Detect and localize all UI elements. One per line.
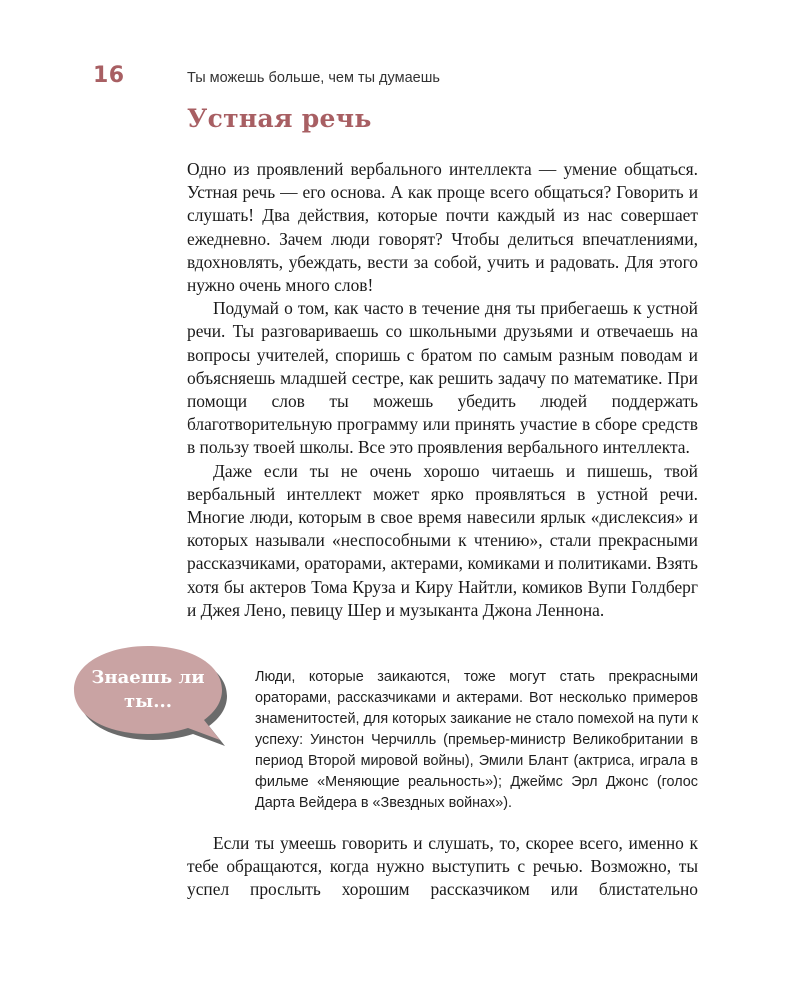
paragraph: Подумай о том, как часто в течение дня ты прибегаешь к устной речи. Ты разговариваешь со школьными друзьями и отвечаешь на вопросы учителей, споришь с братом по самым разным поводам и объясняешь младшей сестре, как решить задачу по математике. При помощи слов ты можешь убедить людей поддержать благотворительную программу или принять участие в сборе средств в пользу твоей школы. Все это проявления вербального интеллекта.	[187, 298, 698, 458]
bubble-line: ты...	[124, 691, 172, 712]
did-you-know-bubble	[72, 642, 242, 762]
body-text	[187, 158, 698, 622]
bubble-line: Знаешь ли	[91, 667, 205, 688]
paragraph: Если ты умеешь говорить и слушать, то, скорее всего, именно к тебе обращаются, когда нужно выступить с речью. Возможно, ты успел прослыть хорошим рассказчиком или блистательно	[187, 833, 698, 900]
paragraph: Одно из проявлений вербального интеллекта — умение общаться. Устная речь — его основа. А как проще всего общаться? Говорить и слушать! Два действия, которые почти каждый из нас совершает ежедневно. Зачем люди говорят? Чтобы делиться впечатлениями, вдохновлять, убеждать, вести за собой, учить и радовать. Для этого нужно очень много слов!	[187, 159, 698, 296]
body-text-continued	[187, 832, 698, 902]
paragraph: Даже если ты не очень хорошо читаешь и пишешь, твой вербальный интеллект может ярко проявляться в устной речи. Многие люди, которым в свое время навесили ярлык «дислексия» и которых называли «неспособными к чтению», стали прекрасными рассказчиками, ораторами, актерами, комиками и политиками. Взять хотя бы актеров Тома Круза и Киру Найтли, комиков Вупи Голдберг и Джея Лено, певицу Шер и музыканта Джона Леннона.	[187, 460, 698, 620]
page-number: 16	[93, 63, 125, 88]
running-title: Ты можешь больше, чем ты думаешь	[187, 70, 440, 86]
sidebar-fact-text: Люди, которые заикаются, тоже могут стать прекрасными ораторами, рассказчиками и актерами. Вот несколько примеров знаменитостей, для которых заикание не стало помехой на пути к успеху: Уинстон Черчилль (премьер-министр Великобритании в период Второй мировой войны), Эмили Блант (актриса, играла в фильме «Меняющие реальность»); Джеймс Эрл Джонс (голос Дарта Вейдера в «Звездных войнах»).	[255, 669, 698, 811]
bubble-label	[72, 666, 224, 714]
section-title: Устная речь	[187, 104, 372, 133]
